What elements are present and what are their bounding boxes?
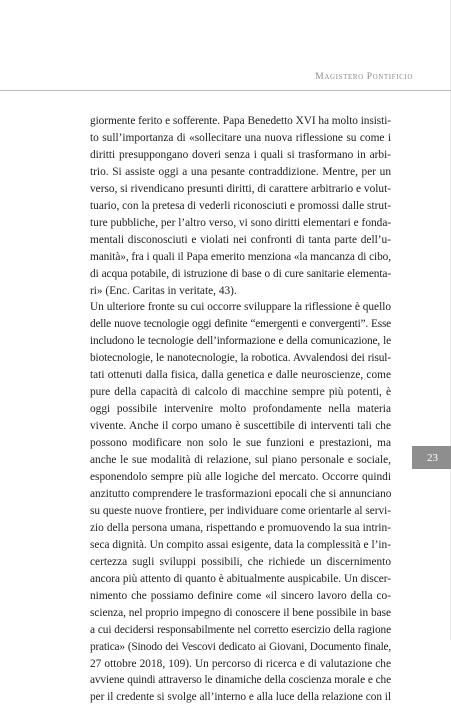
text-line: includono le tecnologie dell’informazione e della comunicazione, le: [90, 335, 391, 348]
text-line: 27 ottobre 2018, 109). Un percorso di ricerca e di valutazione che: [90, 657, 391, 670]
page-number: 23: [427, 451, 438, 464]
running-head: Magistero Pontificio: [315, 72, 413, 82]
body-text: [90, 113, 391, 706]
text-line: ri» (Enc. Caritas in veritate, 43).: [90, 284, 237, 297]
text-line: di acqua potabile, di istruzione di base o di cure sanitarie elementa-: [90, 267, 391, 280]
text-line: Un ulteriore fronte su cui occorre sviluppare la riflessione è quello: [90, 301, 391, 314]
text-line: possono modificare non solo le sue funzioni e prestazioni, ma: [90, 437, 391, 450]
text-line: verso, si rivendicano presunti diritti, di carattere arbitrario e volut-: [90, 182, 391, 195]
text-line: to sull’importanza di «sollecitare una nuova riflessione su come i: [90, 131, 391, 144]
text-line: su queste nuove frontiere, per individuare come orientarle al servi-: [90, 504, 392, 517]
text-line: pratica» (Sinodo dei Vescovi dedicato ai Giovani, Documento finale,: [90, 640, 391, 653]
text-line: manità», fra i quali il Papa emerito menziona «la mancanza di cibo,: [90, 250, 391, 263]
text-line: vivente. Anche il corpo umano è suscettibile di interventi tali che: [90, 420, 391, 433]
text-line: ture pubbliche, per l’altro verso, vi sono diritti elementari e fonda-: [90, 216, 392, 229]
text-line: anzitutto comprendere le trasformazioni epocali che si annunciano: [90, 487, 392, 500]
text-line: a cui decidersi responsabilmente nel corretto esercizio della ragione: [90, 623, 391, 636]
text-line: mentali disconosciuti e violati nei confronti di tanta parte dell’u-: [90, 233, 391, 246]
text-line: scienza, nel proprio impegno di conoscere il bene possibile in base: [90, 606, 391, 619]
text-line: seca dignità. Un compito assai esigente, data la complessità e l’in-: [90, 538, 391, 551]
text-line: biotecnologie, le nanotecnologie, la robotica. Avvalendosi dei risul-: [90, 352, 391, 365]
text-line: oggi possibile intervenire molto profondamente nella materia: [90, 403, 391, 416]
text-line: esponendolo sempre più alle logiche del mercato. Occorre quindi: [90, 471, 391, 484]
text-line: tuario, con la pretesa di vederli riconosciuti e promossi dalle strut-: [90, 199, 391, 212]
text-line: zio della persona umana, rispettando e promuovendo la sua intrin-: [90, 521, 391, 534]
text-line: diritti presuppongano doveri senza i quali si trasformano in arbi-: [90, 148, 391, 161]
text-line: avviene quindi attraverso le dinamiche della coscienza morale e che: [90, 674, 391, 687]
page-number-tab: [412, 446, 451, 469]
text-line: delle nuove tecnologie oggi definite “emergenti e convergenti”. Esse: [90, 318, 391, 331]
text-line: pure della capacità di calcolo di macchine sempre più potenti, è: [90, 386, 391, 399]
text-line: nimento che possiamo definire come «il sincero lavoro della co-: [90, 589, 391, 602]
text-line: trio. Si assiste oggi a una pesante contraddizione. Mentre, per un: [90, 165, 391, 178]
header-rule: [0, 90, 451, 91]
text-line: giormente ferito e sofferente. Papa Benedetto XVI ha molto insisti-: [90, 115, 391, 127]
text-line: anche le sue modalità di relazione, sul piano personale e sociale,: [90, 454, 391, 467]
text-line: certezza sugli sviluppi possibili, che richiede un discernimento: [90, 555, 391, 568]
text-line: ancora più attento di quanto è abitualmente auspicabile. Un discer-: [90, 572, 391, 585]
text-line: per il credente si svolge all’interno e alla luce della relazione con il: [90, 691, 391, 704]
text-line: tati ottenuti dalla fisica, dalla genetica e dalle neuroscienze, come: [90, 369, 391, 382]
